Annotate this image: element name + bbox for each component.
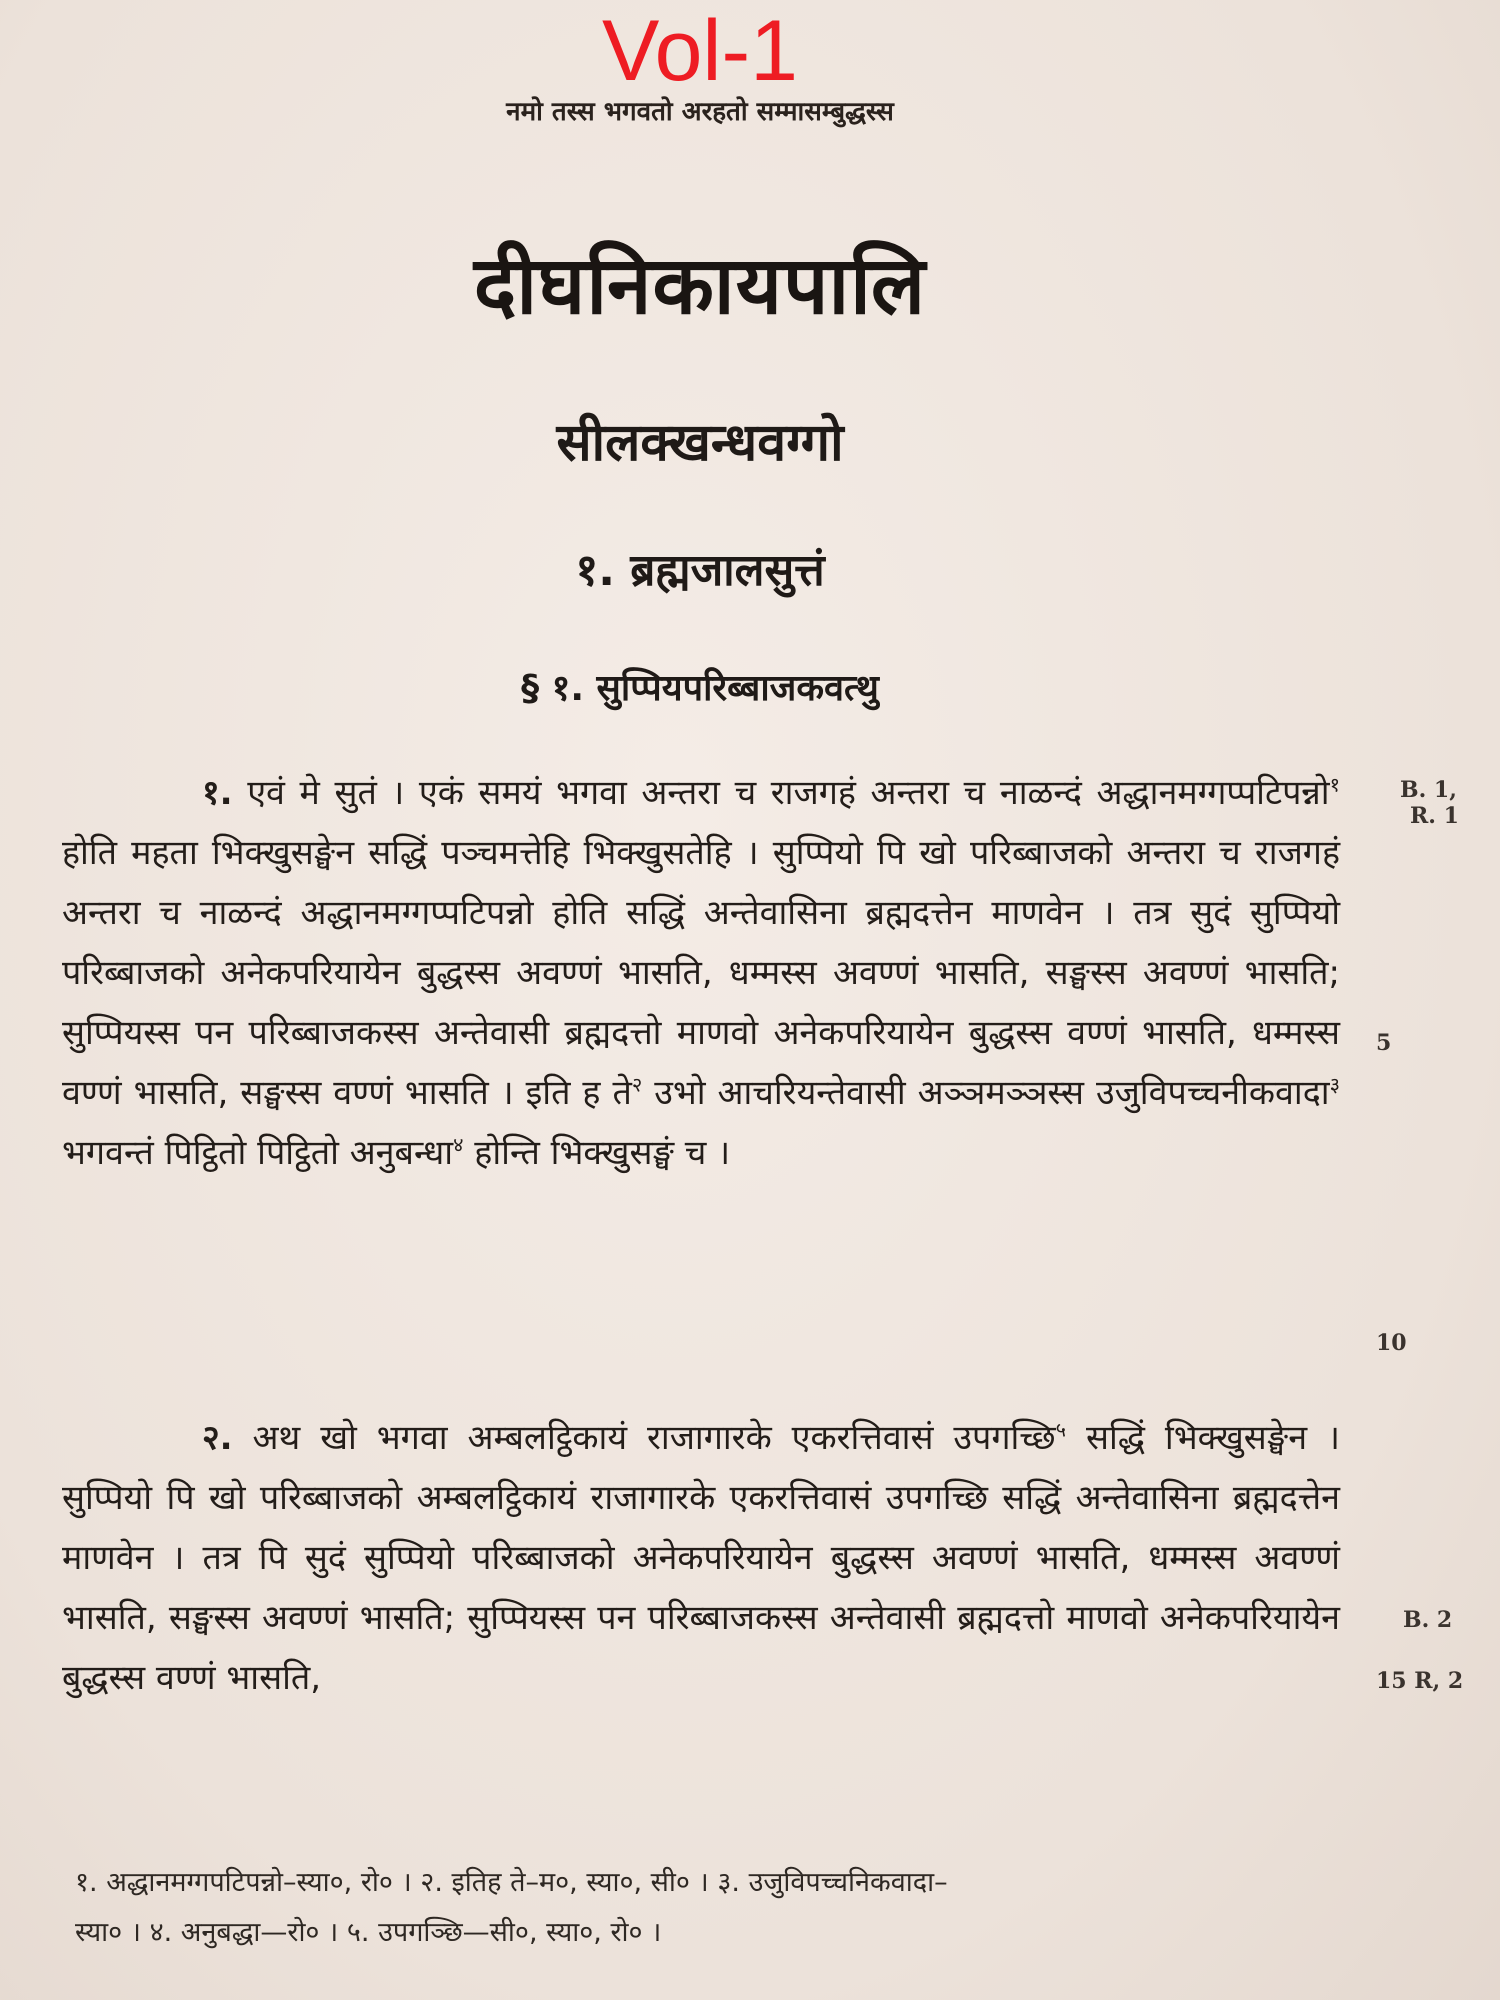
footnote-ref: १ bbox=[1329, 772, 1340, 797]
paragraph-1 bbox=[62, 763, 1340, 1183]
footnote-line: १. अद्धानमग्गपटिपन्नो–स्या०, रो० । २. इतिह ते–म०, स्या०, सी० । ३. उजुविपच्चनिकवादा– bbox=[75, 1867, 948, 1898]
footnote-line: स्या० । ४. अनुबद्धा—रो० । ५. उपगञ्छि—सी०, स्या०, रो० । bbox=[75, 1917, 662, 1948]
paragraph-number: २. bbox=[202, 1418, 233, 1458]
paragraph-number: १. bbox=[202, 773, 233, 813]
footnote-ref: २ bbox=[631, 1072, 643, 1097]
paragraph-text: सद्धिं भिक्खुसङ्घेन । सुप्पियो पि खो परिब्बाजको अम्बलट्ठिकायं राजागारके एकरत्तिवासं उपगच्छि सद्धिं अन्तेवासिना ब्रह्मदत्तेन माणवेन । तत्र पि सुदं सुप्पियो परिब्बाजको अनेकपरियायेन बुद्धस्स अवण्णं भासति, धम्मस्स अवण्णं भासति, सङ्घस्स अवण्णं भासति; सुप्पियस्स पन परिब्बाजकस्स अन्तेवासी ब्रह्मदत्तो माणवो अनेकपरियायेन बुद्धस्स वण्णं भासति, bbox=[62, 1418, 1340, 1698]
paragraph-2 bbox=[62, 1408, 1340, 1708]
paragraph-text: अथ खो भगवा अम्बलट्ठिकायं राजागारके एकरत्तिवासं उपगच्छि bbox=[232, 1418, 1056, 1458]
paragraph-text: होन्ति भिक्खुसङ्घं च । bbox=[463, 1133, 731, 1173]
line-number-10: 10 bbox=[1376, 1330, 1407, 1356]
footnote-ref: ४ bbox=[453, 1132, 464, 1157]
margin-ref-line15: 15 R, 2 bbox=[1376, 1668, 1464, 1694]
book-title: दीघनिकायपालि bbox=[473, 239, 927, 332]
footnotes bbox=[75, 1858, 1335, 1958]
margin-ref-r1: R. 1 bbox=[1410, 803, 1459, 829]
paragraph-text: उभो आचरियन्तेवासी अञ्ञमञ्ञस्स उजुविपच्चनीकवादा bbox=[642, 1073, 1330, 1113]
volume-label: Vol-1 bbox=[601, 3, 799, 99]
footnote-ref: ५ bbox=[1055, 1417, 1067, 1442]
invocation-line: नमो तस्स भगवतो अरहतो सम्मासम्बुद्धस्स bbox=[506, 97, 894, 127]
margin-ref-b2: B. 2 bbox=[1403, 1607, 1453, 1633]
paragraph-text: एवं मे सुतं । एकं समयं भगवा अन्तरा च राजगहं अन्तरा च नाळन्दं अद्धानमग्गप्पटिपन्नो bbox=[232, 773, 1330, 813]
vagga-heading: सीलक्खन्धवग्गो bbox=[556, 413, 844, 473]
paragraph-text: होति महता भिक्खुसङ्घेन सद्धिं पञ्चमत्तेहि भिक्खुसतेहि । सुप्पियो पि खो परिब्बाजको अन्तरा च राजगहं अन्तरा च नाळन्दं अद्धानमग्गप्पटिपन्नो होति सद्धिं अन्तेवासिना ब्रह्मदत्तेन माणवेन । तत्र सुदं सुप्पियो परिब्बाजको अनेकपरियायेन बुद्धस्स अवण्णं भासति, धम्मस्स अवण्णं भासति, सङ्घस्स अवण्णं भासति; सुप्पियस्स पन परिब्बाजकस्स अन्तेवासी ब्रह्मदत्तो माणवो अनेकपरियायेन बुद्धस्स वण्णं भासति, धम्मस्स वण्णं भासति, सङ्घस्स वण्णं भासति । इति ह ते bbox=[62, 833, 1340, 1113]
line-number-5: 5 bbox=[1376, 1030, 1392, 1056]
section-heading: § १. सुप्पियपरिब्बाजकवत्थु bbox=[521, 668, 879, 709]
footnote-ref: ३ bbox=[1329, 1072, 1340, 1097]
margin-ref-b1: B. 1, bbox=[1400, 777, 1457, 803]
sutta-heading: १. ब्रह्मजालसुत्तं bbox=[575, 545, 825, 596]
paragraph-text: भगवन्तं पिट्ठितो पिट्ठितो अनुबन्धा bbox=[62, 1133, 454, 1173]
